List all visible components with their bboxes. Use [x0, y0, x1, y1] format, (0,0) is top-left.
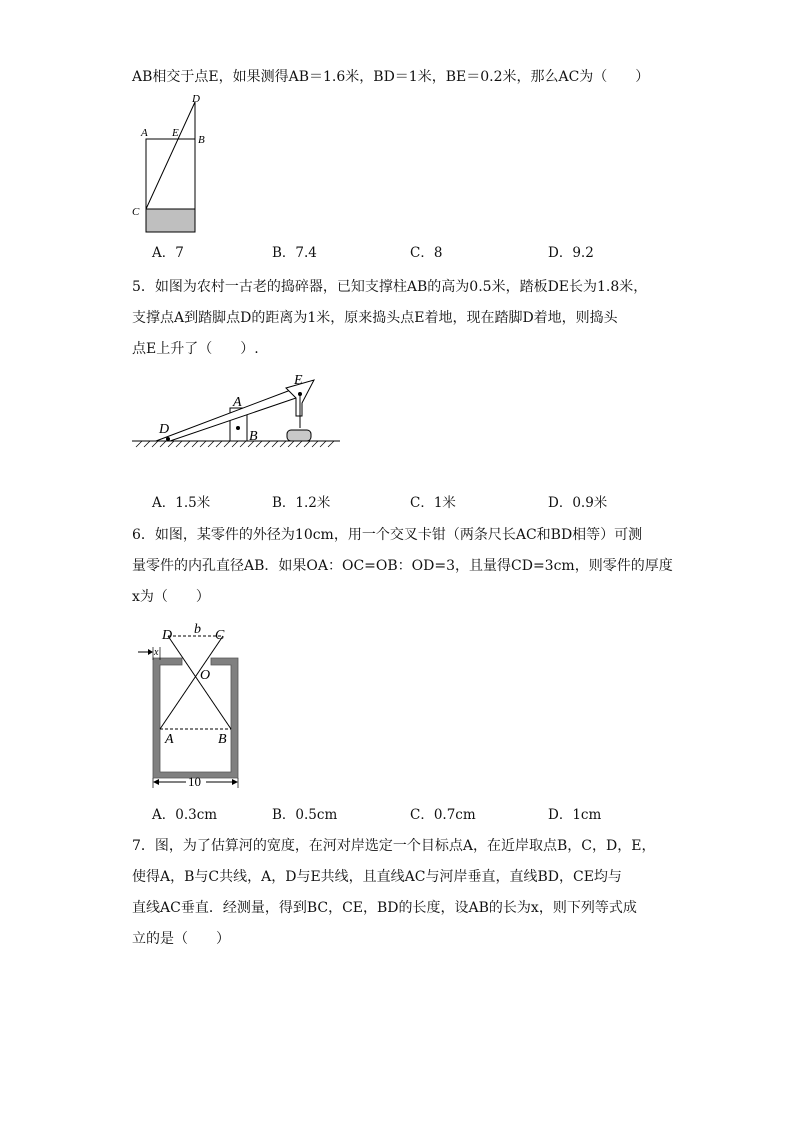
- q4-label-D: D: [192, 93, 200, 105]
- q6-label-D: D: [162, 628, 173, 643]
- q6-option-c[interactable]: C．0.7cm: [410, 807, 476, 823]
- q5-figure: [128, 368, 348, 454]
- q6-label-width: 10: [188, 774, 201, 789]
- q6-option-b[interactable]: B．0.5cm: [272, 807, 338, 823]
- q5-label-B: B: [249, 429, 258, 444]
- q5-option-a[interactable]: A．1.5米: [152, 495, 211, 511]
- q6-option-a[interactable]: A．0.3cm: [152, 807, 218, 823]
- q6-text-line: x为（ ）: [132, 589, 210, 605]
- q4-option-a[interactable]: A．7: [152, 245, 184, 261]
- q4-option-c[interactable]: C．8: [410, 245, 443, 261]
- q4-text-line: AB相交于点E，如果测得AB＝1.6米，BD＝1米，BE＝0.2米，那么AC为（ ）: [132, 69, 650, 85]
- q6-label-C: C: [215, 628, 225, 643]
- q6-label-O: O: [200, 668, 211, 683]
- q5-text-line: 5．如图为农村一古老的捣碎器，已知支撑柱AB的高为0.5米，踏板DE长为1.8米，: [132, 279, 648, 295]
- q4-label-E: E: [172, 127, 179, 139]
- q7-text-line: 立的是（ ）: [132, 931, 230, 947]
- q5-option-c[interactable]: C．1米: [410, 495, 456, 511]
- q7-text-line: 7．图，为了估算河的宽度，在河对岸选定一个目标点A，在近岸取点B，C，D，E，: [132, 838, 656, 854]
- q5-option-b[interactable]: B．1.2米: [272, 495, 331, 511]
- q7-text-line: 直线AC垂直．经测量，得到BC，CE，BD的长度，设AB的长为x，则下列等式成: [132, 900, 637, 916]
- q5-option-d[interactable]: D．0.9米: [548, 495, 608, 511]
- q6-label-A: A: [165, 732, 174, 747]
- q4-label-A: A: [141, 127, 148, 139]
- q4-label-B: B: [198, 134, 205, 146]
- q4-option-b[interactable]: B．7.4: [272, 245, 317, 261]
- q5-label-E: E: [294, 373, 303, 388]
- q6-option-d[interactable]: D．1cm: [548, 807, 602, 823]
- q4-label-C: C: [132, 206, 140, 218]
- q5-label-D: D: [159, 422, 170, 437]
- q4-figure: [128, 88, 218, 240]
- q5-text-line: 支撑点A到踏脚点D的距离为1米，原来捣头点E着地，现在踏脚D着地，则捣头: [132, 310, 618, 326]
- q6-label-B: B: [218, 732, 227, 747]
- q6-figure: [128, 618, 258, 790]
- q4-option-d[interactable]: D．9.2: [548, 245, 594, 261]
- q6-text-line: 6．如图，某零件的外径为10cm，用一个交叉卡钳（两条尺长AC和BD相等）可测: [132, 527, 643, 543]
- q6-text-line: 量零件的内孔直径AB．如果OA：OC=OB：OD=3，且量得CD=3cm，则零件的厚度: [132, 558, 673, 574]
- q6-label-x: x: [154, 647, 159, 658]
- q5-text-line: 点E上升了（ ）.: [132, 341, 259, 357]
- q5-label-A: A: [233, 395, 242, 410]
- q6-label-b: b: [194, 622, 201, 637]
- q7-text-line: 使得A，B与C共线，A，D与E共线，且直线AC与河岸垂直，直线BD，CE均与: [132, 869, 622, 885]
